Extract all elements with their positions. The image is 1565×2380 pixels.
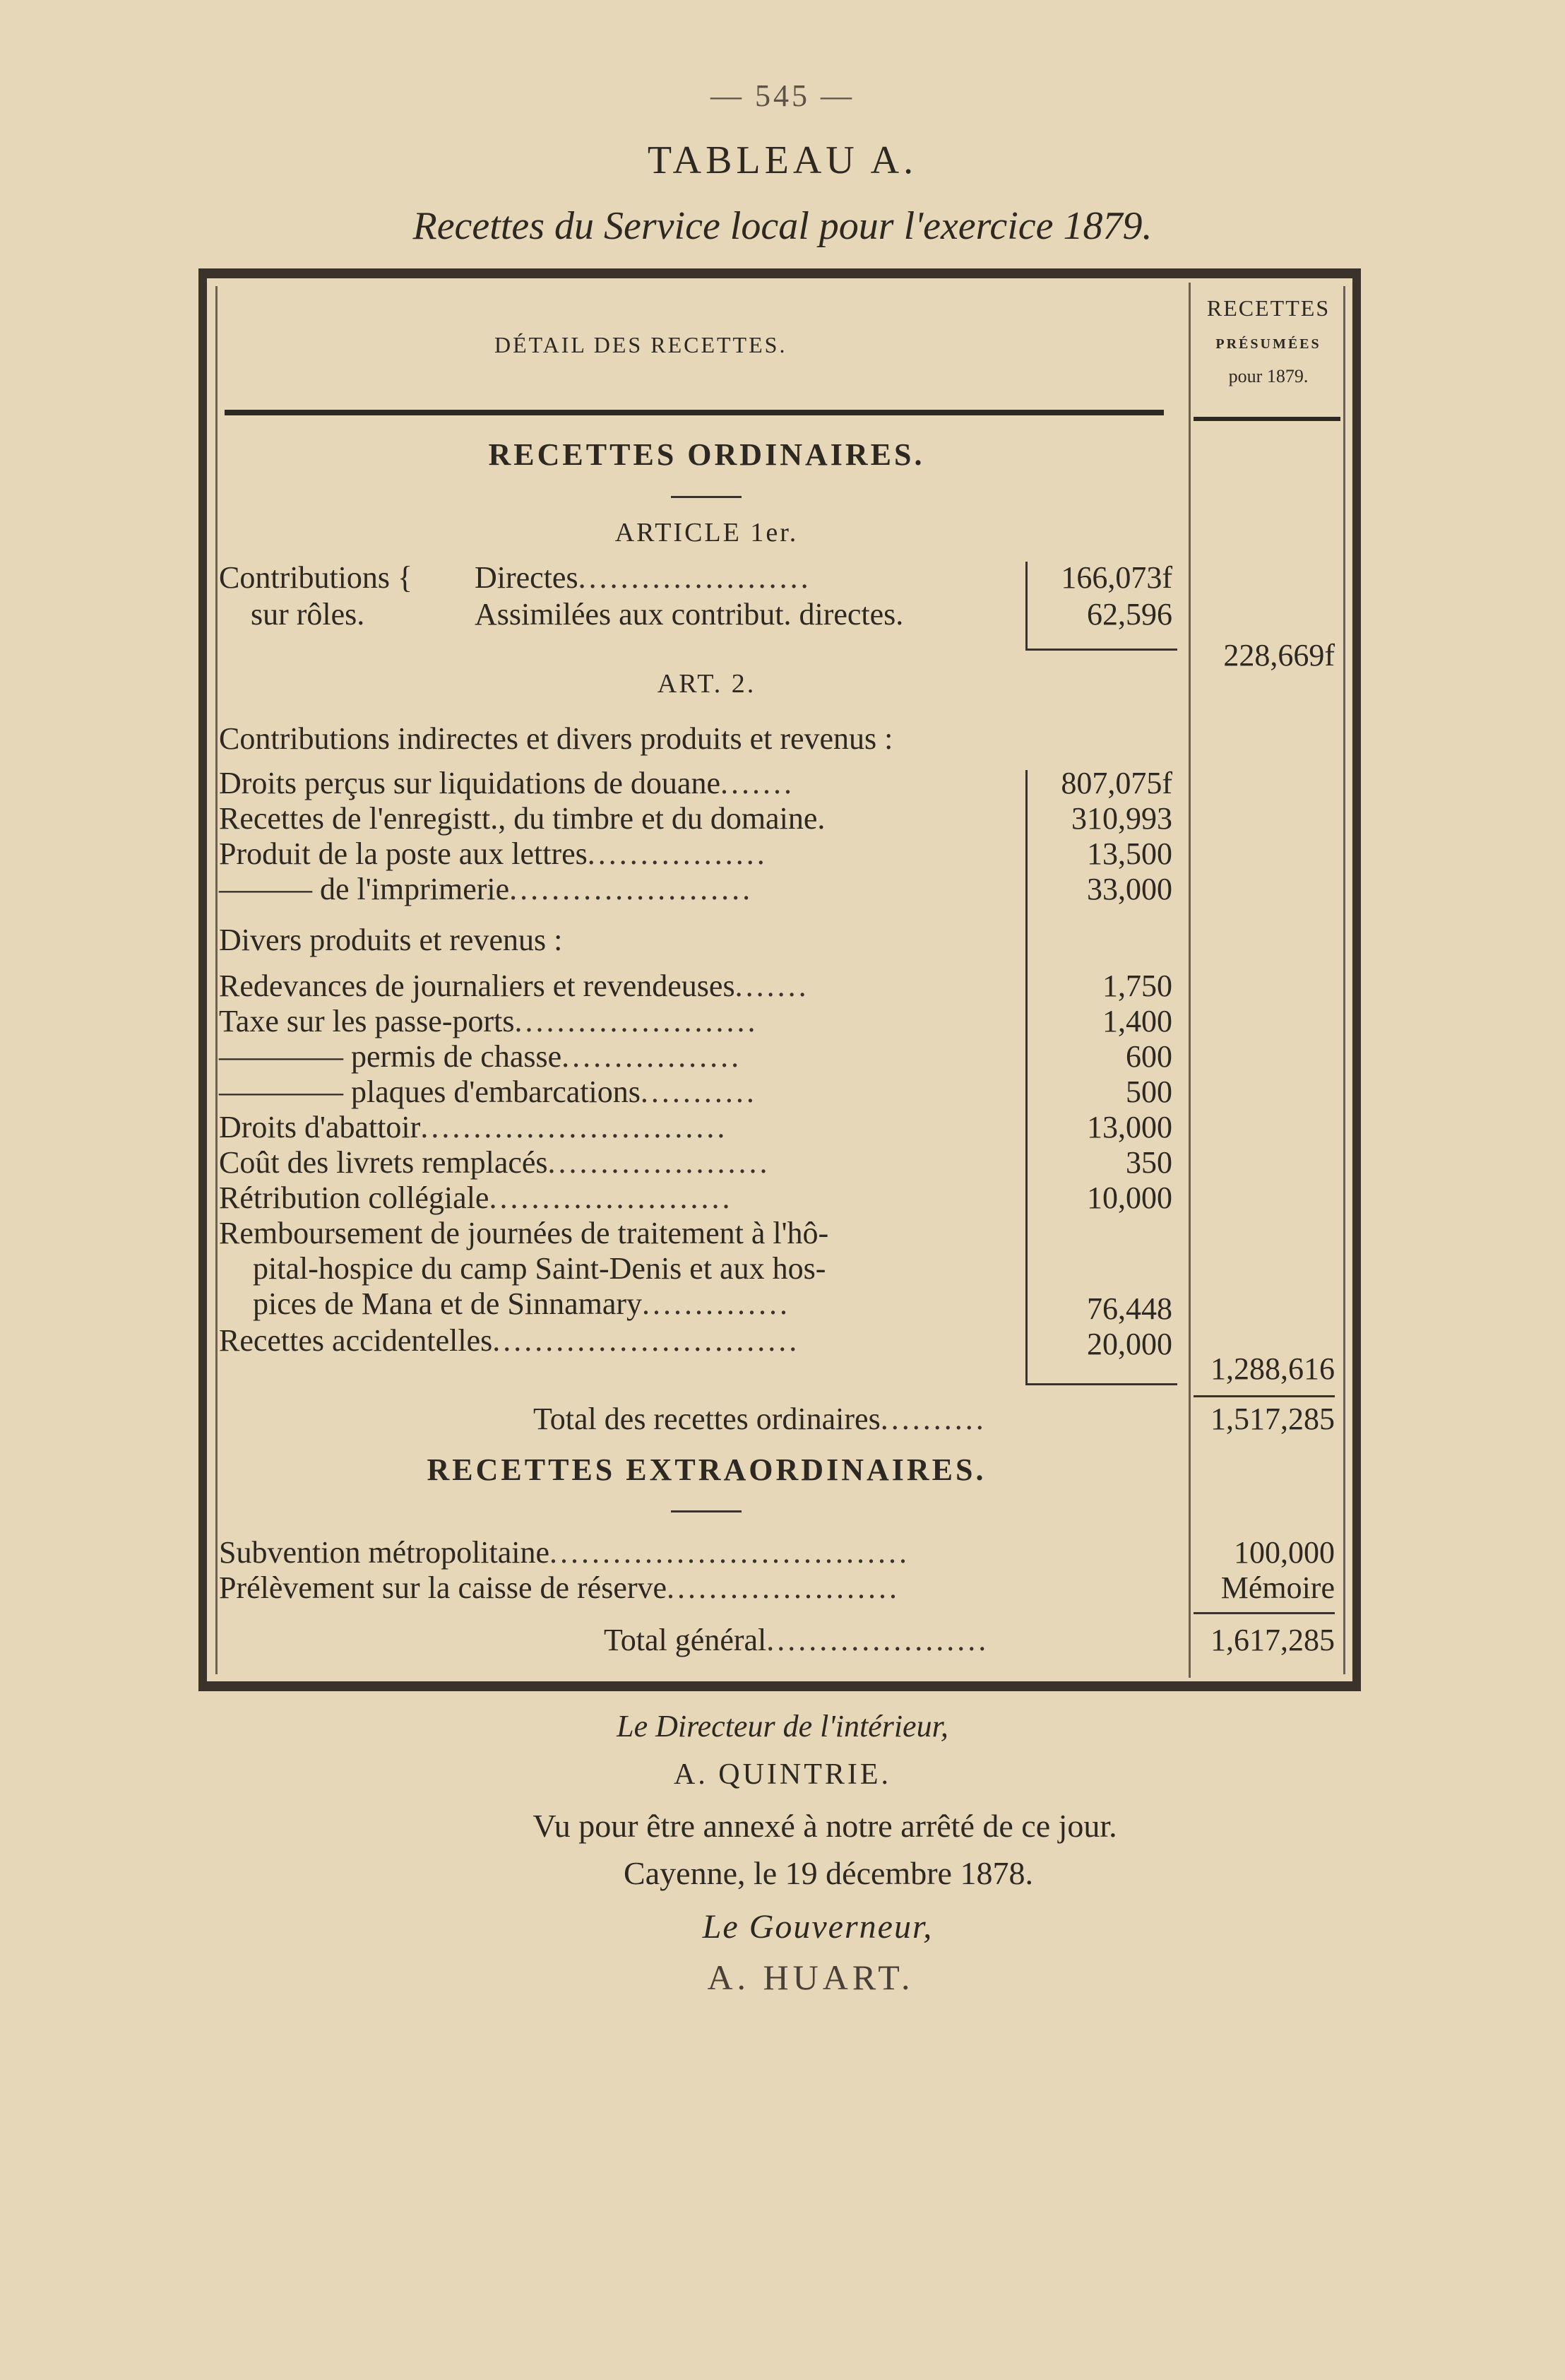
signature-director-name: A. QUINTRIE. bbox=[673, 1758, 892, 1791]
table-frame-top bbox=[201, 268, 1359, 278]
column-separator bbox=[1189, 283, 1191, 1678]
amount: 20,000 bbox=[1087, 1327, 1172, 1361]
amount: 807,075f bbox=[1061, 766, 1172, 800]
list-item: Recettes accidentelles............................. bbox=[219, 1323, 800, 1358]
list-item: Directes...................... bbox=[475, 560, 811, 595]
total-general: Total général..................... bbox=[604, 1623, 989, 1657]
signature-governor-title: Le Gouverneur, bbox=[702, 1908, 934, 1946]
list-item: Subvention métropolitaine.................................. bbox=[219, 1535, 910, 1570]
list-item: Coût des livrets remplacés..................... bbox=[219, 1145, 770, 1180]
list-item-continuation: pital-hospice du camp Saint-Denis et aux hos- bbox=[253, 1251, 826, 1286]
article-1-heading: ARTICLE 1er. bbox=[614, 518, 799, 547]
page-subtitle: Recettes du Service local pour l'exercice 1879. bbox=[412, 204, 1153, 248]
signature-governor-name: A. HUART. bbox=[707, 1958, 915, 1997]
section-rule bbox=[671, 1510, 742, 1512]
approval-statement: Vu pour être annexé à notre arrêté de ce jour. bbox=[532, 1808, 1117, 1844]
section-rule bbox=[671, 496, 742, 498]
amount: 310,993 bbox=[1071, 801, 1172, 836]
amount: 500 bbox=[1126, 1074, 1172, 1109]
table-inner-right bbox=[1343, 286, 1345, 1674]
list-item: Redevances de journaliers et revendeuses....... bbox=[219, 969, 809, 1003]
total-ordinaires-amount: 1,517,285 bbox=[1210, 1402, 1335, 1436]
list-item-continuation: pices de Mana et de Sinnamary.............. bbox=[253, 1286, 791, 1321]
list-item: Remboursement de journées de traitement à l'hô- bbox=[219, 1216, 829, 1250]
list-item: Assimilées aux contribut. directes. bbox=[475, 597, 904, 632]
total-ordinaires: Total des recettes ordinaires.......... bbox=[533, 1402, 987, 1436]
amount: 33,000 bbox=[1087, 872, 1172, 906]
subtotal-article-1: 228,669f bbox=[1223, 638, 1335, 673]
list-item: Rétribution collégiale....................... bbox=[219, 1180, 733, 1215]
amount: Mémoire bbox=[1220, 1570, 1335, 1605]
bracket-line bbox=[1025, 770, 1028, 1385]
table-inner-left bbox=[215, 286, 218, 1674]
list-item: ———— permis de chasse................. bbox=[219, 1039, 742, 1074]
header-rule-right bbox=[1194, 417, 1340, 421]
sum-rule bbox=[1194, 1612, 1335, 1614]
list-item: ———— plaques d'embarcations........... bbox=[219, 1074, 757, 1109]
sum-rule bbox=[1025, 1383, 1177, 1385]
page-title: TABLEAU A. bbox=[647, 138, 918, 182]
amount: 350 bbox=[1126, 1145, 1172, 1180]
section-ordinaires-title: RECETTES ORDINAIRES. bbox=[488, 437, 925, 472]
section-extraordinaires-title: RECETTES EXTRAORDINAIRES. bbox=[427, 1452, 987, 1487]
list-item: Droits perçus sur liquidations de douane....... bbox=[219, 766, 795, 800]
list-item: Taxe sur les passe-ports....................... bbox=[219, 1004, 758, 1038]
amount: 100,000 bbox=[1234, 1535, 1335, 1570]
amount: 166,073f bbox=[1061, 560, 1172, 595]
amount: 600 bbox=[1126, 1039, 1172, 1074]
total-general-amount: 1,617,285 bbox=[1210, 1623, 1335, 1657]
table-frame-left bbox=[198, 268, 207, 1691]
header-rule bbox=[225, 410, 1164, 415]
amount: 13,500 bbox=[1087, 836, 1172, 871]
table-frame-bottom bbox=[201, 1681, 1359, 1691]
page-number: — 545 — bbox=[710, 78, 855, 113]
amount: 13,000 bbox=[1087, 1110, 1172, 1144]
list-item: Droits d'abattoir............................. bbox=[219, 1110, 728, 1144]
signature-director-title: Le Directeur de l'intérieur, bbox=[617, 1709, 948, 1743]
approval-date: Cayenne, le 19 décembre 1878. bbox=[624, 1855, 1033, 1891]
amount: 10,000 bbox=[1087, 1180, 1172, 1215]
header-recettes: RECETTES bbox=[1206, 295, 1331, 321]
list-item: Recettes de l'enregistt., du timbre et du domaine. bbox=[219, 801, 826, 836]
subtotal-article-2: 1,288,616 bbox=[1210, 1351, 1335, 1386]
table-frame-right bbox=[1352, 268, 1361, 1691]
sum-rule bbox=[1194, 1395, 1335, 1397]
header-detail: DÉTAIL DES RECETTES. bbox=[494, 332, 787, 357]
amount: 62,596 bbox=[1087, 597, 1172, 632]
amount: 76,448 bbox=[1087, 1291, 1172, 1326]
list-item: Prélèvement sur la caisse de réserve...................... bbox=[219, 1570, 900, 1605]
bracket-line bbox=[1025, 562, 1028, 650]
list-item: ——— de l'imprimerie....................... bbox=[219, 872, 754, 906]
amount: 1,750 bbox=[1102, 969, 1172, 1003]
article-2-heading: ART. 2. bbox=[657, 669, 756, 699]
amount: 1,400 bbox=[1102, 1004, 1172, 1038]
list-item: Produit de la poste aux lettres................. bbox=[219, 836, 768, 871]
sum-rule bbox=[1025, 649, 1177, 651]
header-pour: pour 1879. bbox=[1228, 366, 1309, 386]
header-presumees: PRÉSUMÉES bbox=[1215, 336, 1321, 352]
